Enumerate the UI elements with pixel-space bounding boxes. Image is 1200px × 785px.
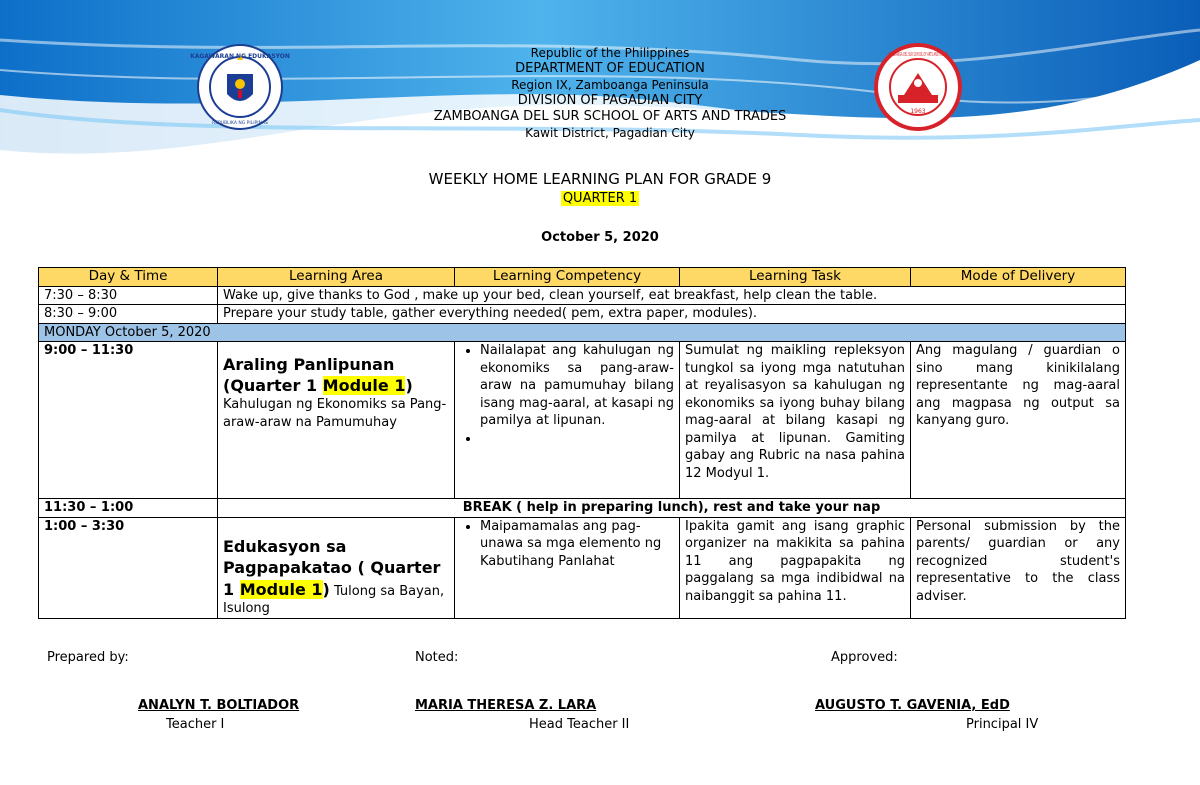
time-cell: 11:30 – 1:00 [39, 499, 218, 518]
learning-area-cell [218, 342, 455, 499]
competency-item: • Maipamamalas ang pag-unawa sa mga elemento ng Kabutihang Panlahat [480, 518, 674, 571]
table-row [39, 286, 1126, 305]
table-row [39, 305, 1126, 324]
time-cell: 9:00 – 11:30 [39, 342, 218, 499]
area-title-close: ) [405, 376, 413, 395]
school-seal-text: ZAMBOANGA DEL SUR SCHOOL OF ARTS AND TRADES [888, 52, 948, 58]
competency-cell [455, 517, 680, 618]
letterhead [380, 45, 840, 141]
day-row-monday [39, 323, 1126, 342]
prepared-role: Teacher I [166, 717, 225, 732]
approved-label: Approved: [831, 650, 898, 665]
area-title-text: Edukasyon sa Pagpapakatao ( Quarter 1 [223, 536, 441, 599]
time-cell: 8:30 – 9:00 [39, 305, 218, 324]
module-highlight: Module 1 [239, 579, 323, 599]
noted-role: Head Teacher II [529, 717, 630, 732]
competency-cell [455, 342, 680, 499]
day-label: MONDAY October 5, 2020 [39, 323, 1126, 342]
learning-area-title [223, 354, 449, 396]
learning-area-subtitle: Tulong sa Bayan, Isulong [223, 583, 445, 616]
prepared-name: ANALYN T. BOLTIADOR [138, 698, 300, 713]
deped-seal-logo [190, 44, 290, 130]
table-header-row [39, 268, 1126, 287]
activity-cell: Wake up, give thanks to God , make up your bed, clean yourself, eat breakfast, help clean the table. [218, 286, 1126, 305]
header-learning-area: Learning Area [218, 268, 455, 287]
plan-date: October 5, 2020 [541, 230, 659, 245]
time-cell: 7:30 – 8:30 [39, 286, 218, 305]
noted-name: MARIA THERESA Z. LARA [415, 698, 597, 713]
plan-title: WEEKLY HOME LEARNING PLAN FOR GRADE 9 [428, 170, 772, 188]
department-line: DEPARTMENT OF EDUCATION [515, 61, 705, 76]
learning-plan-table [38, 267, 1126, 619]
header-day-time: Day & Time [39, 268, 218, 287]
area-title-close: ) [322, 579, 330, 599]
area-title-text: Araling Panlipunan (Quarter 1 [223, 355, 395, 395]
learning-area-subtitle: Kahulugan ng Ekonomiks sa Pang-araw-araw na Pamumuhay [223, 397, 447, 430]
activity-cell: Prepare your study table, gather everything needed( pem, extra paper, modules). [218, 305, 1126, 324]
noted-label: Noted: [415, 650, 459, 665]
delivery-cell: Ang magulang / guardian o sino mang kinikilalang representante ng mag-aaral ang magpasa ng output sa kanyang guro. [911, 342, 1126, 499]
learning-area-cell [218, 517, 455, 618]
prepared-label: Prepared by: [47, 650, 129, 665]
deped-seal-bottom-text: REPUBLIKA NG PILIPINAS [212, 121, 268, 126]
school-seal-logo [874, 43, 962, 131]
competency-item: • Nailalapat ang kahulugan ng ekonomiks sa pang-araw-araw na pamumuhay bilang isang mag-aaral, at kasapi ng pamilya at lipunan. [480, 342, 674, 430]
district-line: Kawit District, Pagadian City [525, 126, 695, 140]
table-row-break [39, 499, 1126, 518]
deped-seal-text: KAGAWARAN NG EDUKASYON [190, 53, 290, 60]
module-highlight: Module 1 [322, 376, 406, 395]
header-learning-competency: Learning Competency [455, 268, 680, 287]
competency-item-empty [480, 430, 674, 448]
republic-line: Republic of the Philippines [530, 46, 690, 60]
school-line: ZAMBOANGA DEL SUR SCHOOL OF ARTS AND TRADES [433, 109, 787, 124]
approved-role: Principal IV [966, 717, 1039, 732]
table-row [39, 342, 1126, 499]
region-line: Region IX, Zamboanga Peninsula [511, 78, 709, 92]
time-cell: 1:00 – 3:30 [39, 517, 218, 618]
division-line: DIVISION OF PAGADIAN CITY [517, 93, 703, 108]
break-cell: BREAK ( help in preparing lunch), rest and take your nap [218, 499, 1126, 518]
quarter-label [300, 191, 900, 206]
delivery-cell: Personal submission by the parents/ guardian or any recognized student's representative to the class adviser. [911, 517, 1126, 618]
school-seal-year: 1963 [910, 108, 926, 115]
header-learning-task: Learning Task [680, 268, 911, 287]
task-cell: Sumulat ng maikling repleksyon tungkol sa iyong mga natutuhan at reyalisasyon sa kahulugan ng ekonomiks sa iyong buhay bilang mag-aaral at bilang kasapi ng pamilya at lipunan. Gamiting gabay ang Rubric na nasa pahina 12 Modyul 1. [680, 342, 911, 499]
approved-name: AUGUSTO T. GAVENIA, EdD [815, 698, 1010, 713]
header-mode-of-delivery: Mode of Delivery [911, 268, 1126, 287]
quarter-text: QUARTER 1 [562, 191, 638, 206]
task-cell: Ipakita gamit ang isang graphic organizer na makikita sa pahina 11 ang pagpapakita ng paggalang sa mga indibidwal na naibanggit sa pahina 11. [680, 517, 911, 618]
table-row [39, 517, 1126, 618]
